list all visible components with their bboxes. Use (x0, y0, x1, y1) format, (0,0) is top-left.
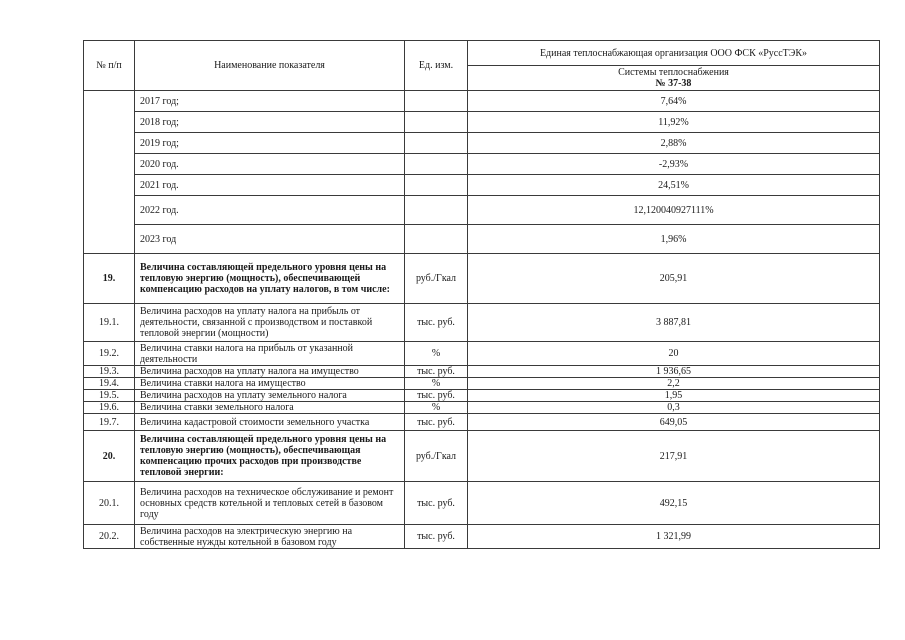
tariff-indicators-table (83, 40, 880, 549)
row-name: Величина расходов на электрическую энергию на собственные нужды котельной в базовом году (135, 525, 405, 549)
row-number: 20. (84, 431, 135, 482)
table-row (84, 431, 880, 482)
header-number: № п/п (84, 41, 135, 91)
row-value: 649,05 (468, 414, 880, 431)
year-rows-number-cell (84, 91, 135, 254)
header-unit: Ед. изм. (405, 41, 468, 91)
row-number: 19.2. (84, 342, 135, 366)
row-value: 0,3 (468, 402, 880, 414)
row-name: Величина составляющей предельного уровня цены на тепловую энергию (мощность), обеспечивающая компенсацию прочих расходов при производстве тепловой энергии: (135, 431, 405, 482)
table-row (84, 482, 880, 525)
table-header-row (84, 41, 880, 66)
row-number: 19.5. (84, 390, 135, 402)
year-unit-cell (405, 196, 468, 225)
row-unit: руб./Гкал (405, 254, 468, 304)
row-value: 2,2 (468, 378, 880, 390)
row-unit: % (405, 378, 468, 390)
row-name: Величина кадастровой стоимости земельного участка (135, 414, 405, 431)
year-row (84, 133, 880, 154)
row-value: 492,15 (468, 482, 880, 525)
year-unit-cell (405, 225, 468, 254)
table-row (84, 414, 880, 431)
row-number: 19.7. (84, 414, 135, 431)
row-name: Величина расходов на техническое обслуживание и ремонт основных средств котельной и тепловых сетей в базовом году (135, 482, 405, 525)
year-unit-cell (405, 133, 468, 154)
year-row (84, 175, 880, 196)
table-row (84, 366, 880, 378)
row-value: 20 (468, 342, 880, 366)
header-systems-title: Системы теплоснабжения (618, 67, 729, 78)
table-row (84, 254, 880, 304)
row-unit: тыс. руб. (405, 414, 468, 431)
row-unit: тыс. руб. (405, 366, 468, 378)
table-row (84, 525, 880, 549)
row-unit: тыс. руб. (405, 525, 468, 549)
row-name: Величина составляющей предельного уровня цены на тепловую энергию (мощность), обеспечивающей компенсацию расходов на уплату налогов, в том числе: (135, 254, 405, 304)
row-number: 19.1. (84, 304, 135, 342)
row-number: 20.2. (84, 525, 135, 549)
year-label: 2020 год. (135, 154, 405, 175)
header-organization: Единая теплоснабжающая организация ООО ФСК «РуссТЭК» (468, 41, 880, 66)
row-number: 20.1. (84, 482, 135, 525)
row-value: 217,91 (468, 431, 880, 482)
year-value: 24,51% (468, 175, 880, 196)
year-value: 1,96% (468, 225, 880, 254)
year-label: 2022 год. (135, 196, 405, 225)
row-unit: руб./Гкал (405, 431, 468, 482)
row-name: Величина ставки налога на имущество (135, 378, 405, 390)
row-unit: тыс. руб. (405, 390, 468, 402)
year-unit-cell (405, 154, 468, 175)
year-label: 2017 год; (135, 91, 405, 112)
row-value: 1,95 (468, 390, 880, 402)
table-row (84, 342, 880, 366)
year-row (84, 196, 880, 225)
year-unit-cell (405, 175, 468, 196)
row-value: 205,91 (468, 254, 880, 304)
row-value: 1 321,99 (468, 525, 880, 549)
row-unit: % (405, 342, 468, 366)
year-row (84, 225, 880, 254)
row-number: 19.3. (84, 366, 135, 378)
year-label: 2023 год (135, 225, 405, 254)
row-unit: тыс. руб. (405, 304, 468, 342)
year-row (84, 91, 880, 112)
year-row (84, 112, 880, 133)
year-label: 2021 год. (135, 175, 405, 196)
row-name: Величина расходов на уплату земельного налога (135, 390, 405, 402)
year-value: -2,93% (468, 154, 880, 175)
row-number: 19.4. (84, 378, 135, 390)
row-number: 19.6. (84, 402, 135, 414)
year-value: 12,120040927111% (468, 196, 880, 225)
table-row (84, 390, 880, 402)
row-name: Величина ставки налога на прибыль от указанной деятельности (135, 342, 405, 366)
year-value: 7,64% (468, 91, 880, 112)
header-indicator-name: Наименование показателя (135, 41, 405, 91)
header-systems-number: № 37-38 (655, 78, 692, 89)
table-row (84, 378, 880, 390)
year-unit-cell (405, 91, 468, 112)
year-label: 2019 год; (135, 133, 405, 154)
year-value: 2,88% (468, 133, 880, 154)
row-number: 19. (84, 254, 135, 304)
row-name: Величина ставки земельного налога (135, 402, 405, 414)
row-unit: % (405, 402, 468, 414)
year-label: 2018 год; (135, 112, 405, 133)
year-row (84, 154, 880, 175)
row-name: Величина расходов на уплату налога на имущество (135, 366, 405, 378)
table-row (84, 304, 880, 342)
header-systems (468, 66, 880, 91)
table-row (84, 402, 880, 414)
year-value: 11,92% (468, 112, 880, 133)
row-value: 1 936,65 (468, 366, 880, 378)
year-unit-cell (405, 112, 468, 133)
row-value: 3 887,81 (468, 304, 880, 342)
row-unit: тыс. руб. (405, 482, 468, 525)
row-name: Величина расходов на уплату налога на прибыль от деятельности, связанной с производством и поставкой тепловой энергии (мощности) (135, 304, 405, 342)
